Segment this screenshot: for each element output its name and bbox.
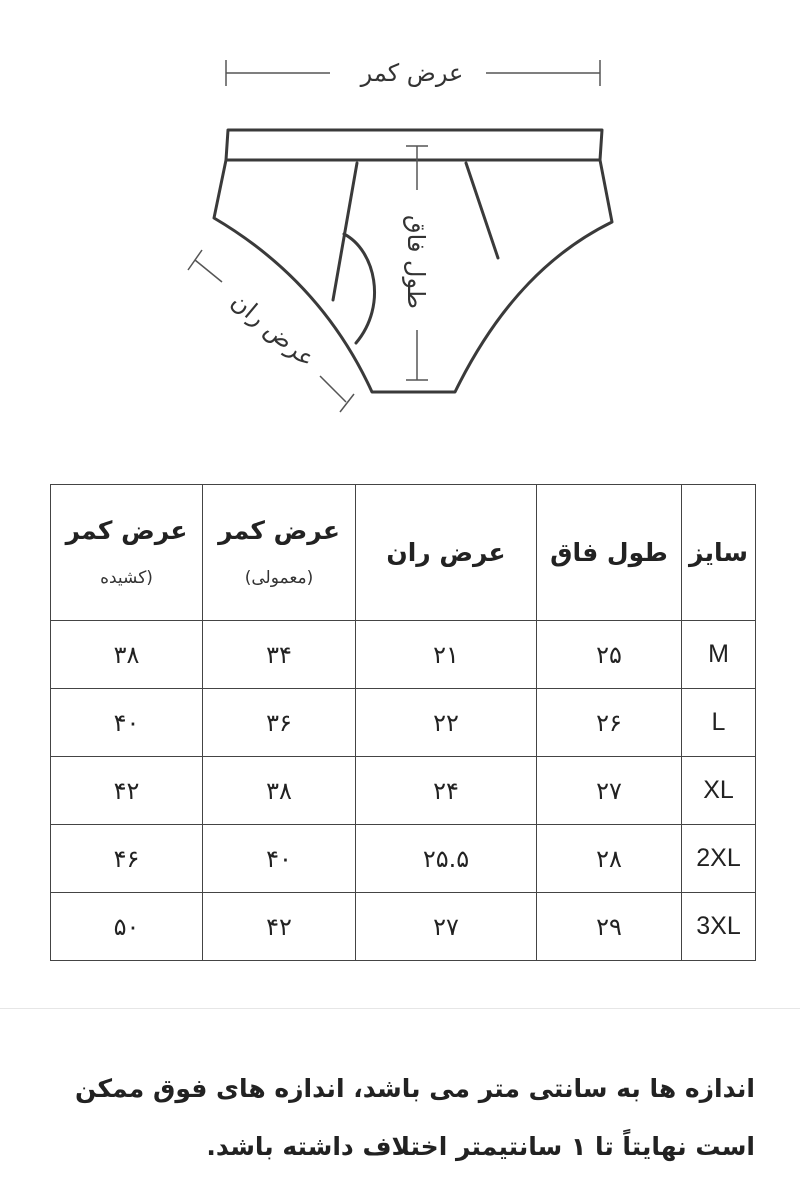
table-row: [51, 757, 756, 825]
header-waist-normal-sub: (معمولی): [244, 568, 314, 589]
waist-normal-cell: ۳۴: [203, 621, 356, 689]
table-row: [51, 689, 756, 757]
header-rise: طول فاق: [537, 485, 682, 621]
size-cell: M: [682, 621, 756, 689]
header-waist-stretched: عرض کمر (کشیده: [51, 485, 203, 621]
rise-cell: ۲۶: [537, 689, 682, 757]
rise-cell: ۲۵: [537, 621, 682, 689]
rise-label: طول فاق: [402, 215, 430, 309]
table-row: [51, 893, 756, 961]
size-cell: XL: [682, 757, 756, 825]
waist-normal-cell: ۳۸: [203, 757, 356, 825]
waist-normal-cell: ۴۲: [203, 893, 356, 961]
table-row: [51, 825, 756, 893]
thigh-cell: ۲۲: [356, 689, 537, 757]
waist-normal-cell: ۳۶: [203, 689, 356, 757]
thigh-cell: ۲۴: [356, 757, 537, 825]
waist-stretched-cell: ۴۲: [51, 757, 203, 825]
rise-cell: ۲۸: [537, 825, 682, 893]
size-diagram: [0, 0, 800, 460]
waist-stretched-cell: ۴۶: [51, 825, 203, 893]
size-table: [50, 484, 756, 961]
waist-stretched-cell: ۴۰: [51, 689, 203, 757]
note-line-1: اندازه ها به سانتی متر می باشد، اندازه های فوق ممکن: [74, 1074, 755, 1103]
table-header-row: [51, 485, 756, 621]
thigh-label: عرض ران: [225, 286, 321, 373]
note-line-2: است نهایتاً تا ۱ سانتیمتر اختلاف داشته باشد.: [206, 1132, 755, 1161]
size-cell: 2XL: [682, 825, 756, 893]
header-waist-normal: عرض کمر (معمولی): [203, 485, 356, 621]
header-waist-stretched-sub: (کشیده: [100, 568, 153, 589]
thigh-cell: ۲۷: [356, 893, 537, 961]
header-size: سایز: [682, 485, 756, 621]
waist-normal-cell: ۴۰: [203, 825, 356, 893]
waist-label: عرض کمر: [360, 59, 464, 87]
size-cell: L: [682, 689, 756, 757]
divider: [0, 1008, 800, 1009]
table-row: [51, 621, 756, 689]
thigh-cell: ۲۱: [356, 621, 537, 689]
header-thigh: عرض ران: [356, 485, 537, 621]
thigh-cell: ۲۵.۵: [356, 825, 537, 893]
size-cell: 3XL: [682, 893, 756, 961]
waist-stretched-cell: ۳۸: [51, 621, 203, 689]
rise-cell: ۲۷: [537, 757, 682, 825]
rise-cell: ۲۹: [537, 893, 682, 961]
waist-stretched-cell: ۵۰: [51, 893, 203, 961]
size-note: [40, 1060, 755, 1176]
